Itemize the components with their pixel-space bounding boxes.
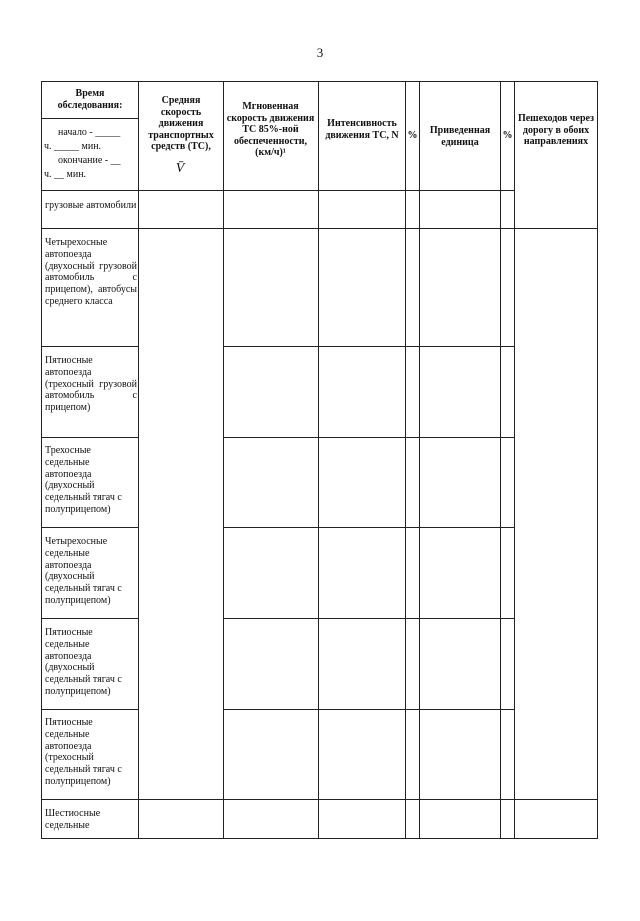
header-time-title: Время обследования:	[57, 88, 123, 111]
row-label-five-axle-semi-two: Пятиосные седельные автопоезда (двухосный седельный тягач с полуприцепом)	[45, 627, 122, 697]
row-divider	[223, 618, 514, 619]
row-divider	[41, 709, 138, 710]
page-number: 3	[316, 45, 324, 60]
header-time-start-2: ч. _____ мин.	[44, 141, 102, 152]
row-divider	[223, 437, 514, 438]
header-avg-speed: Средняя скорость движения транспортных средств (ТС),	[148, 95, 214, 152]
row-divider	[223, 346, 514, 347]
row-divider	[41, 527, 138, 528]
column-divider	[419, 81, 420, 839]
header-time-start-1: начало - _____	[58, 127, 121, 138]
row-divider	[41, 437, 138, 438]
row-label-six-axle-semi: Шестиосные седельные	[45, 808, 101, 831]
header-percent-1: %	[407, 130, 418, 141]
header-avg-speed-symbol: V̄	[175, 161, 185, 176]
table-border-right	[597, 81, 598, 839]
row-divider	[223, 709, 514, 710]
header-bottom-line	[41, 190, 514, 191]
row-divider	[41, 346, 138, 347]
column-divider	[138, 81, 139, 839]
row-divider	[223, 527, 514, 528]
column-divider	[318, 81, 319, 839]
row-label-three-axle-semi: Трехосные седельные автопоезда (двухосный седельный тягач с полуприцепом)	[45, 445, 122, 515]
row-label-four-axle-semi: Четырехосные седельные автопоезда (двухосный седельный тягач с полуприцепом)	[45, 536, 122, 606]
header-instant-speed: Мгновенная скорость движения ТС 85%-ной обеспеченности, (км/ч)¹	[226, 101, 315, 158]
header-time-end-1: окончание - __	[58, 155, 121, 166]
row-label-five-axle-trains: Пятиосные автопоезда (трехосный грузовой автомобиль с прицепом)	[45, 355, 137, 414]
table-border-left	[41, 81, 42, 839]
header-time-end-2: ч. __ мин.	[44, 169, 87, 180]
header-intensity: Интенсивность движения ТС, N	[325, 118, 399, 141]
row-label-trucks: грузовые автомобили	[45, 200, 137, 211]
header-pedestrians: Пешеходов через дорогу в обоих направлениях	[517, 113, 595, 147]
row-label-five-axle-semi-three: Пятиосные седельные автопоезда (трехосный седельный тягач с полуприцепом)	[45, 717, 122, 787]
column-divider	[405, 81, 406, 839]
column-divider	[514, 81, 515, 839]
row-label-four-axle-trains: Четырехосные автопоезда (двухосный грузовой автомобиль с прицепом), автобусы среднего класса	[45, 237, 137, 307]
header-reduced-unit: Приведенная единица	[429, 125, 491, 148]
column-divider	[500, 81, 501, 839]
row-divider	[41, 618, 138, 619]
header-percent-2: %	[502, 130, 513, 141]
header-time-divider	[41, 118, 138, 119]
column-divider	[223, 81, 224, 839]
